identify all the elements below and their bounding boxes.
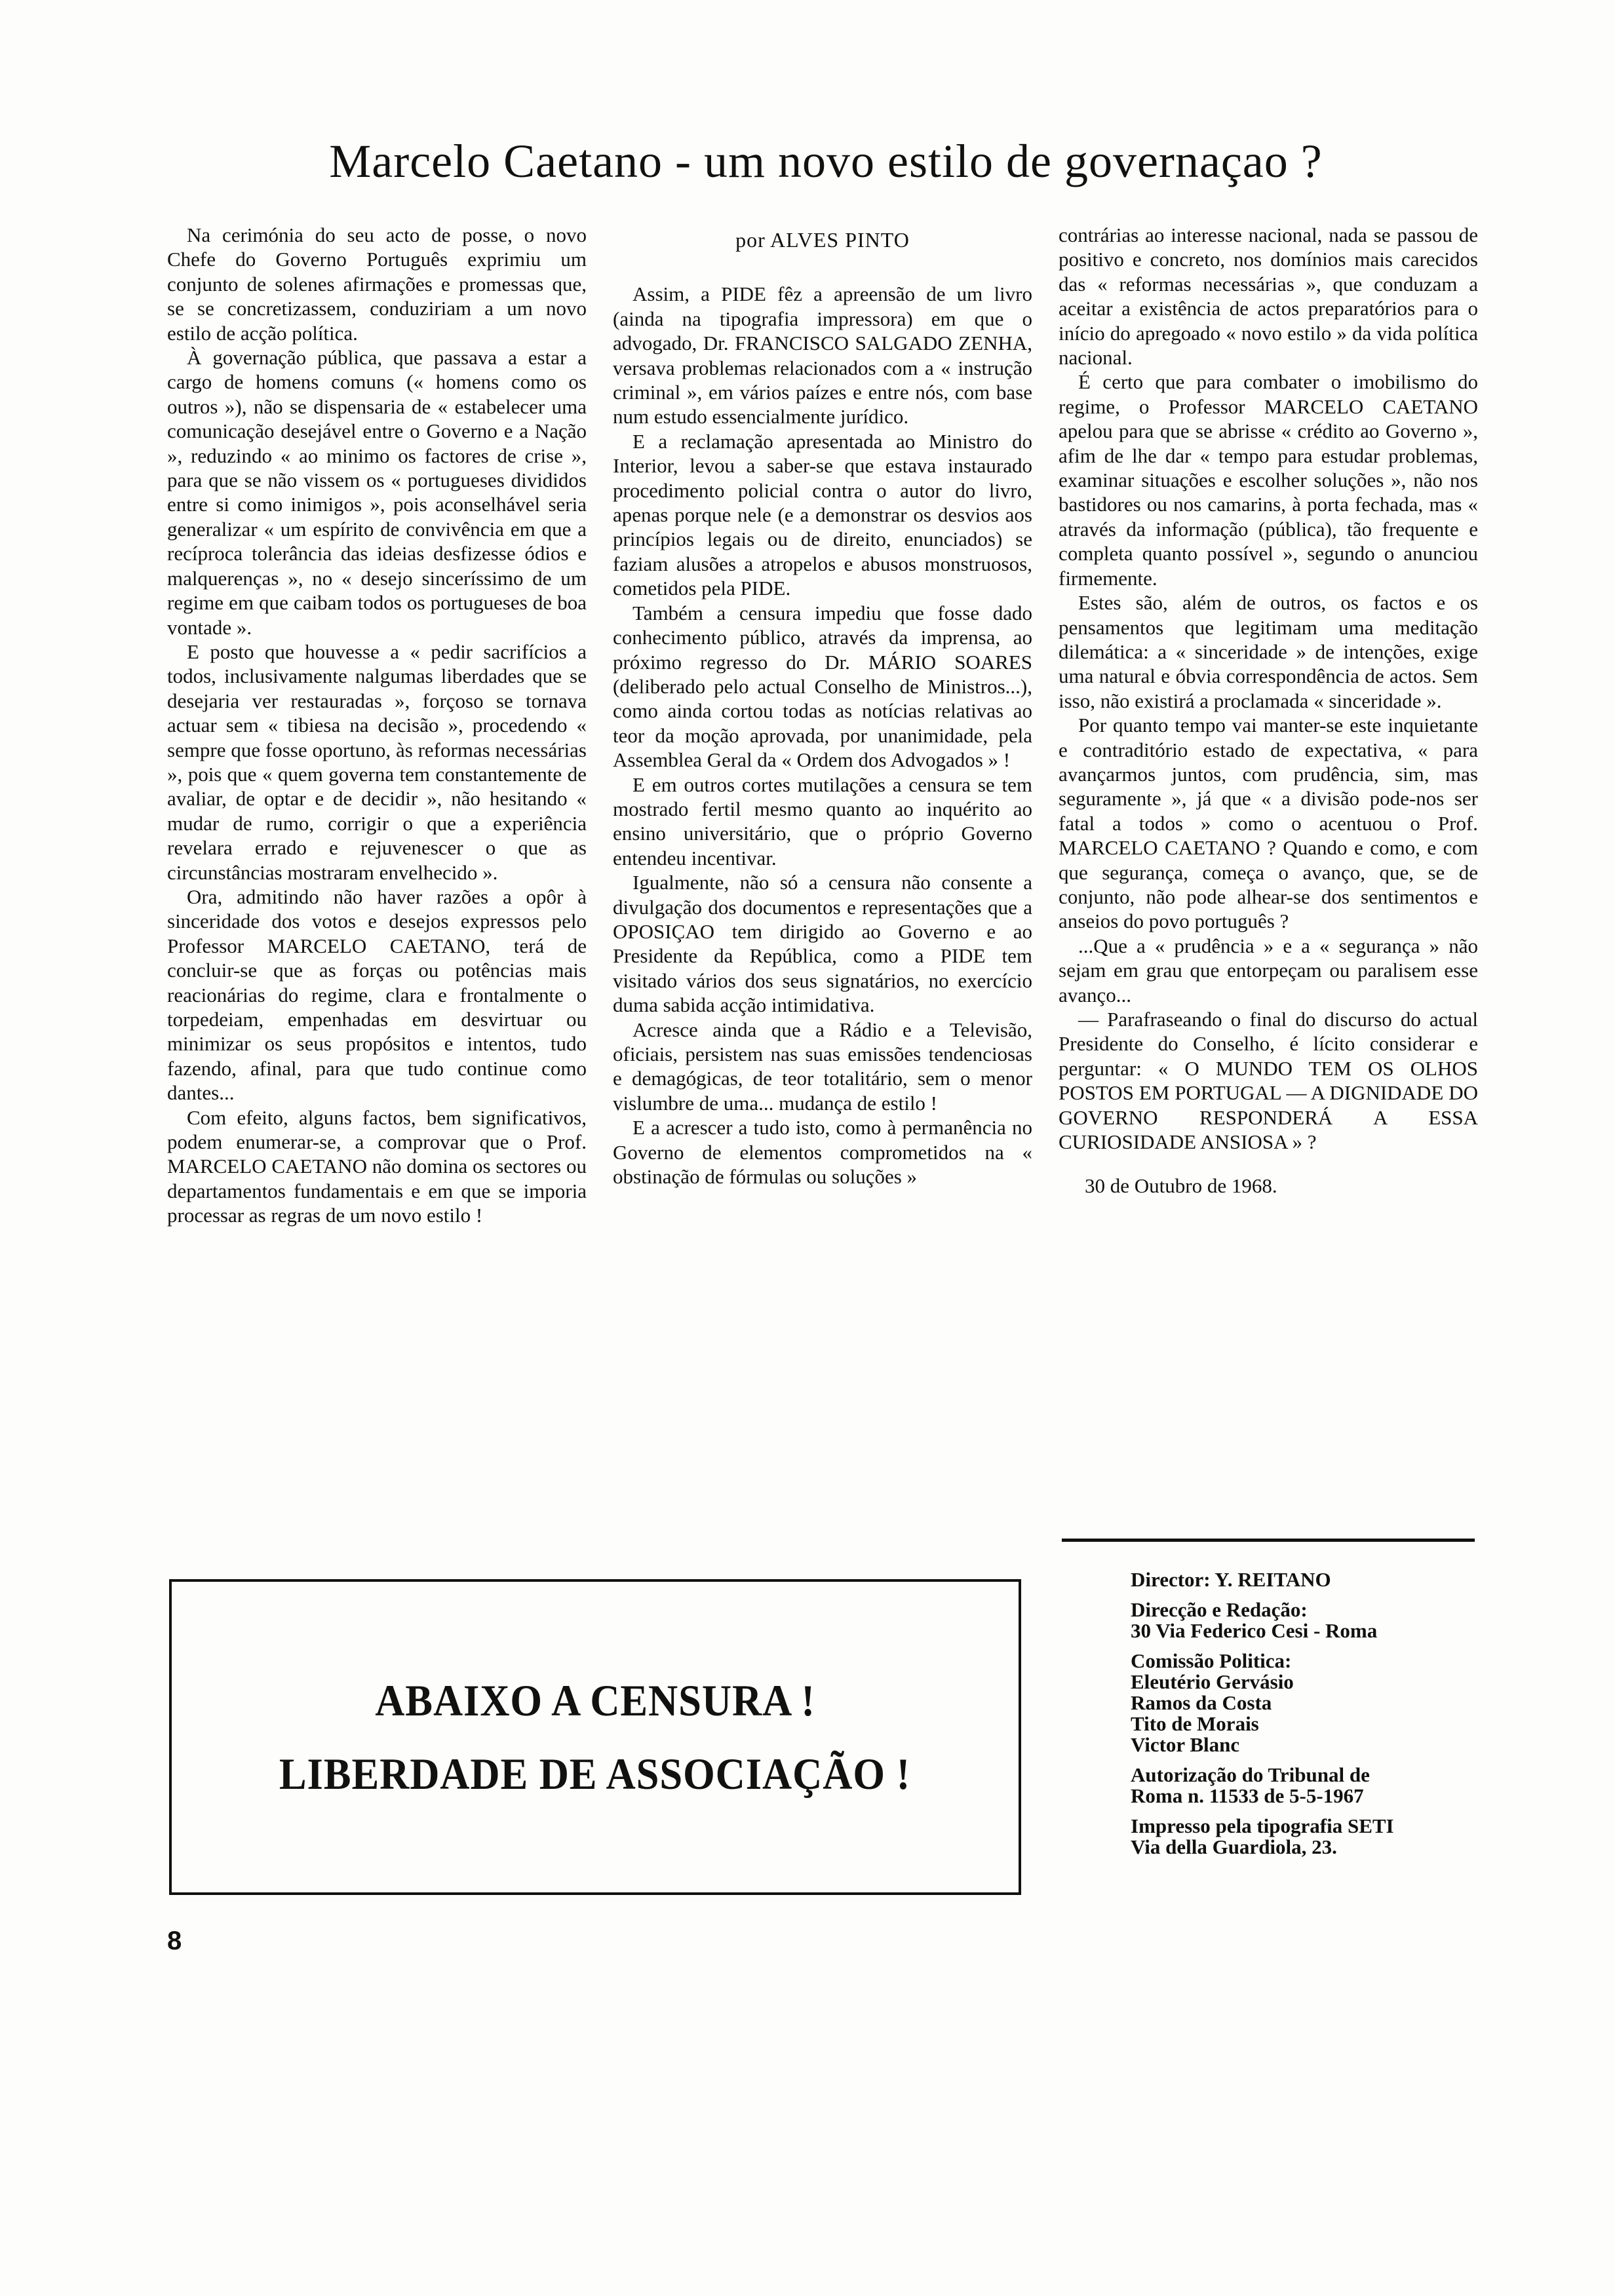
printer-line: Impresso pela tipografia SETI <box>1131 1814 1394 1837</box>
article-title: Marcelo Caetano - um novo estilo de governaçao ? <box>329 135 1323 187</box>
paragraph: Com efeito, alguns factos, bem significativos, podem enumerar-se, a comprovar que o Prof. MARCELO CAETANO não domina os sectores ou departamentos fundamentais e em que se imporia processar as regras de um novo estilo ! <box>167 1105 587 1227</box>
paragraph: Estes são, além de outros, os factos e os pensamentos que legitimam uma meditação dilemática: a « sinceridade » de intenções, exige uma natural e óbvia correspondência de actos. Sem isso, não existirá a proclamada « sinceridade ». <box>1059 591 1478 712</box>
slogan-line-1: ABAIXO A CENSURA ! <box>375 1675 815 1725</box>
paragraph: E a acrescer a tudo isto, como à permanência no Governo de elementos comprometidos na « obstinação de fórmulas ou soluções » <box>613 1116 1032 1189</box>
paragraph: Ora, admitindo não haver razões a opôr à sinceridade dos votos e desejos expressos pelo Professor MARCELO CAETANO, terá de concluir-se que as forças ou potências mais reacionárias do regime, clara e frontalmente o torpedeiam, empenhadas em desvirtuar ou minimizar os seus propósitos e intentos, tudo fazendo, afinal, para que tudo continue como dantes... <box>167 885 587 1105</box>
paragraph: E a reclamação apresentada ao Ministro do Interior, levou a saber-se que estava instaurado procedimento policial contra o autor do livro, apenas porque nele (e a demonstrar os desvios aos princípios legais ou de direito, enunciados) se faziam alusões a atropelos e abusos monstruosos, cometidos pela PIDE. <box>613 429 1032 600</box>
paragraph: Também a censura impediu que fosse dado conhecimento público, através da imprensa, ao próximo regresso do Dr. MÁRIO SOARES (deliberado pelo actual Conselho de Ministros...), como ainda cortou todas as notícias relativas ao teor da moção aprovada, por unanimidade, pela Assemblea Geral da « Ordem dos Advogados » ! <box>613 601 1032 772</box>
printer-line: Via della Guardiola, 23. <box>1131 1835 1337 1858</box>
paragraph: contrárias ao interesse nacional, nada se passou de positivo e concreto, nos domínios mais carecidos das « reformas necessárias », que conduzam a aceitar a existência de actos preparatórios para o início do apregoado « novo estilo » da vida política nacional. <box>1059 223 1478 370</box>
authorization-line: Autorização do Tribunal de <box>1131 1763 1370 1786</box>
commission-member: Ramos da Costa <box>1131 1691 1272 1714</box>
address-heading: Direcção e Redação: <box>1131 1598 1308 1621</box>
paragraph: Igualmente, não só a censura não consente a divulgação dos documentos e representações que a OPOSIÇAO tem dirigido ao Governo e ao Presidente da República, como a PIDE tem visitado vários dos seus signatários, no exercício duma sabida acção intimidativa. <box>613 871 1032 1017</box>
slogan-box <box>169 1579 1021 1895</box>
paragraph: Por quanto tempo vai manter-se este inquietante e contraditório estado de expectativa, « para avançarmos juntos, com prudência, sim, mas seguramente », já que « a divisão pode-nos ser fatal a todos » como o acentuou o Prof. MARCELO CAETANO ? Quando e como, e com que segurança, começa o avanço, que, se de conjunto, não pode alhear-se dos sentimentos e anseios do povo português ? <box>1059 714 1478 933</box>
article-date: 30 de Outubro de 1968. <box>1085 1174 1277 1198</box>
paragraph: Na cerimónia do seu acto de posse, o novo Chefe do Governo Português exprimiu um conjunto de solenes afirmações e promessas que, se se concretizassem, conduziriam a um novo estilo de acção política. <box>167 223 587 345</box>
paragraph: E em outros cortes mutilações a censura se tem mostrado fertil mesmo quanto ao inquérito ao ensino universitário, que o próprio Governo entendeu incentivar. <box>613 773 1032 870</box>
byline: por ALVES PINTO <box>735 228 910 252</box>
paragraph: Acresce ainda que a Rádio e a Televisão, oficiais, persistem nas suas emissões tendenciosas e demagógicas, de teor totalitário, sem o menor vislumbre de uma... mudança de estilo ! <box>613 1018 1032 1115</box>
paragraph: À governação pública, que passava a estar a cargo de homens comuns (« homens como os outros »), não se dispensaria de « estabelecer uma comunicação desejável entre o Governo e a Nação », reduzindo « ao minimo os factores de crise », para que se não vissem os « portugueses divididos entre si como inimigos », pois aconselhável seria generalizar « um espírito de convivência em que a recíproca tolerância das ideias desfizesse ódios e malquerenças », no « desejo sinceríssimo de um regime em que caibam todos os portugueses de boa vontade ». <box>167 346 587 639</box>
paragraph: É certo que para combater o imobilismo do regime, o Professor MARCELO CAETANO apelou para que se abrisse « crédito ao Governo », afim de lhe dar « tempo para estudar problemas, examinar situações e escolher soluções », não nos bastidores ou nos camarins, à porta fechada, mas « através da informação (pública), tão frequente e completa quanto possível », segundo o anunciou firmemente. <box>1059 370 1478 590</box>
commission-heading: Comissão Politica: <box>1131 1649 1292 1672</box>
paragraph: Assim, a PIDE fêz a apreensão de um livro (ainda na tipografia impressora) em que o advogado, Dr. FRANCISCO SALGADO ZENHA, versava problemas relacionados com a « instrução criminal », em vários paízes e entre nós, com base num estudo essencialmente jurídico. <box>613 282 1032 429</box>
slogan-line-2: LIBERDADE DE ASSOCIAÇÃO ! <box>279 1749 911 1799</box>
imprint-block <box>1131 1569 1498 1867</box>
paragraph: ...Que a « prudência » e a « segurança » não sejam em grau que entorpeçam ou paralisem esse avanço... <box>1059 934 1478 1006</box>
article-column-1 <box>167 223 587 1228</box>
paragraph: E posto que houvesse a « pedir sacrifícios a todos, inclusivamente nalgumas liberdades que se desejaria ver restauradas », forçoso se tornava actuar sem « tibiesa na decisão », procedendo « sempre que fosse oportuno, às reformas necessárias », pois que « quem governa tem constantemente de avaliar, de optar e de decidir », não hesitando « mudar de rumo, corrigir o que a experiência revelara errado e rejuvenescer o que as circunstâncias mostraram envelhecido ». <box>167 640 587 884</box>
commission-member: Eleutério Gervásio <box>1131 1670 1294 1693</box>
commission-member: Tito de Morais <box>1131 1712 1259 1735</box>
paragraph: — Parafraseando o final do discurso do actual Presidente do Conselho, é lícito considerar e perguntar: « O MUNDO TEM OS OLHOS POSTOS EM PORTUGAL — A DIGNIDADE DO GOVERNO RESPONDERÁ A ESSA CURIOSIDADE ANSIOSA » ? <box>1059 1008 1478 1154</box>
commission-member: Victor Blanc <box>1131 1733 1240 1756</box>
article-column-2 <box>613 223 1032 1189</box>
director-line: Director: Y. REITANO <box>1131 1568 1331 1591</box>
address-line: 30 Via Federico Cesi - Roma <box>1131 1619 1378 1642</box>
page-number: 8 <box>167 1926 182 1955</box>
authorization-line: Roma n. 11533 de 5-5-1967 <box>1131 1784 1364 1807</box>
divider-rule <box>1062 1539 1475 1542</box>
article-column-3 <box>1059 223 1478 1198</box>
